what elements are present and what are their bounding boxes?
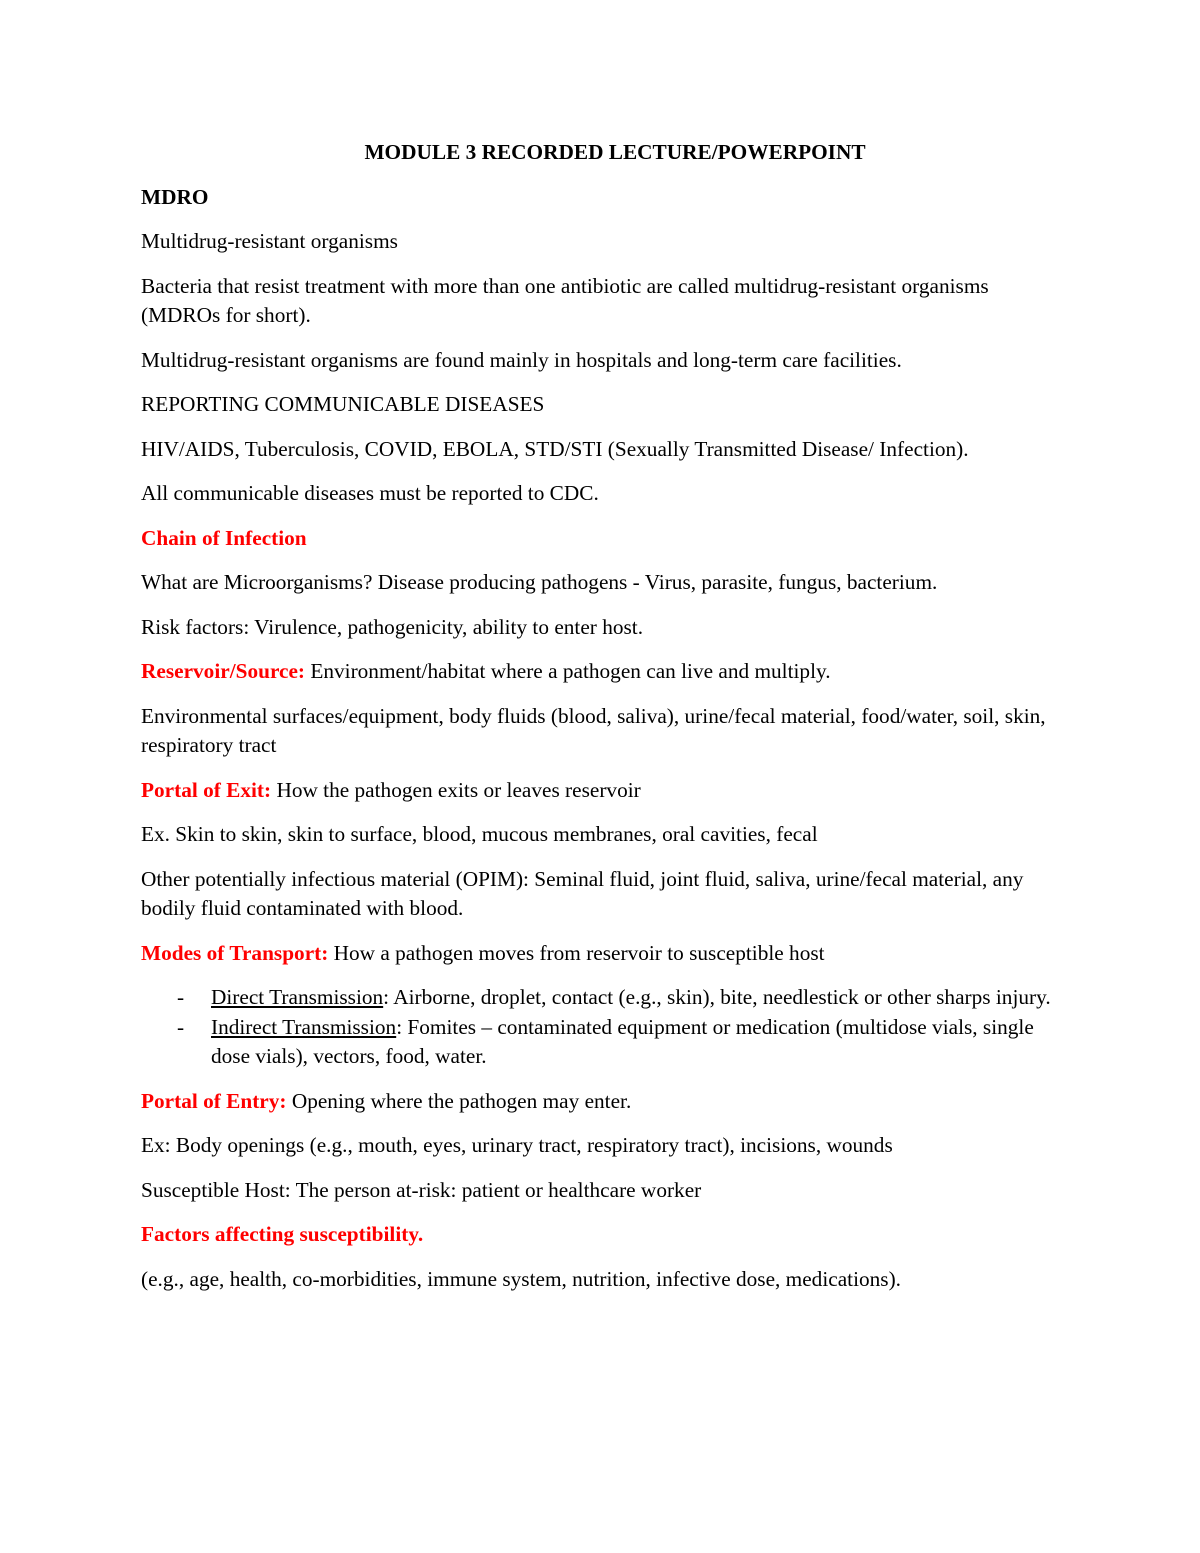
- reporting-heading: REPORTING COMMUNICABLE DISEASES: [141, 392, 545, 416]
- opim-paragraph: Other potentially infectious material (OPIM): Seminal fluid, joint fluid, saliva, urine/fecal material, any bodily fluid contaminated with blood.: [141, 866, 1024, 920]
- entry-label: Portal of Entry:: [141, 1088, 287, 1113]
- factors-paragraph: (e.g., age, health, co-morbidities, immune system, nutrition, infective dose, medications).: [141, 1266, 901, 1291]
- transport-label: Modes of Transport:: [141, 940, 329, 965]
- list-item: [211, 983, 1071, 1013]
- exit-label: Portal of Exit:: [141, 777, 272, 802]
- entry-examples: Ex: Body openings (e.g., mouth, eyes, urinary tract, respiratory tract), incisions, wounds: [141, 1133, 893, 1157]
- transmission-list: [141, 983, 1071, 1072]
- document-title: MODULE 3 RECORDED LECTURE/POWERPOINT: [364, 140, 866, 164]
- reservoir-label: Reservoir/Source:: [141, 659, 306, 683]
- microorganisms-paragraph: What are Microorganisms? Disease producing pathogens - Virus, parasite, fungus, bacterium.: [141, 570, 938, 594]
- reporting-list: HIV/AIDS, Tuberculosis, COVID, EBOLA, STD/STI (Sexually Transmitted Disease/ Infection).: [141, 436, 969, 461]
- reservoir-text: Environment/habitat where a pathogen can live and multiply.: [305, 659, 831, 683]
- mdro-paragraph-1: Bacteria that resist treatment with more than one antibiotic are called multidrug-resistant organisms (MDROs for short).: [141, 273, 989, 327]
- reservoir-paragraph: [141, 657, 1071, 687]
- chain-heading: Chain of Infection: [141, 525, 307, 550]
- exit-examples: Ex. Skin to skin, skin to surface, blood, mucous membranes, oral cavities, fecal: [141, 822, 818, 846]
- susceptible-host-paragraph: Susceptible Host: The person at-risk: patient or healthcare worker: [141, 1177, 702, 1202]
- transport-text: How a pathogen moves from reservoir to susceptible host: [328, 940, 825, 965]
- indirect-transmission-text: : Fomites – contaminated equipment or medication (multidose vials, single dose vials), vectors, food, water.: [211, 1014, 1034, 1068]
- mdro-paragraph-2: Multidrug-resistant organisms are found mainly in hospitals and long-term care facilities.: [141, 347, 902, 372]
- transport-paragraph: [141, 939, 1071, 969]
- entry-paragraph: [141, 1087, 1071, 1117]
- exit-text: How the pathogen exits or leaves reservoir: [271, 777, 641, 802]
- entry-text: Opening where the pathogen may enter.: [286, 1088, 632, 1113]
- exit-paragraph: [141, 776, 1071, 806]
- risk-factors-paragraph: Risk factors: Virulence, pathogenicity, ability to enter host.: [141, 614, 644, 639]
- indirect-transmission-term: Indirect Transmission: [211, 1014, 397, 1039]
- document-page: [141, 138, 1071, 1309]
- reporting-note: All communicable diseases must be reported to CDC.: [141, 481, 599, 505]
- factors-heading: Factors affecting susceptibility.: [141, 1222, 424, 1246]
- mdro-heading: MDRO: [141, 184, 209, 209]
- list-item: [211, 1013, 1071, 1072]
- mdro-subtitle: Multidrug-resistant organisms: [141, 229, 398, 253]
- direct-transmission-text: : Airborne, droplet, contact (e.g., skin), bite, needlestick or other sharps injury.: [383, 985, 1051, 1009]
- direct-transmission-term: Direct Transmission: [211, 985, 384, 1009]
- reservoir-examples: Environmental surfaces/equipment, body fluids (blood, saliva), urine/fecal material, food/water, soil, skin, respiratory tract: [141, 703, 1046, 757]
